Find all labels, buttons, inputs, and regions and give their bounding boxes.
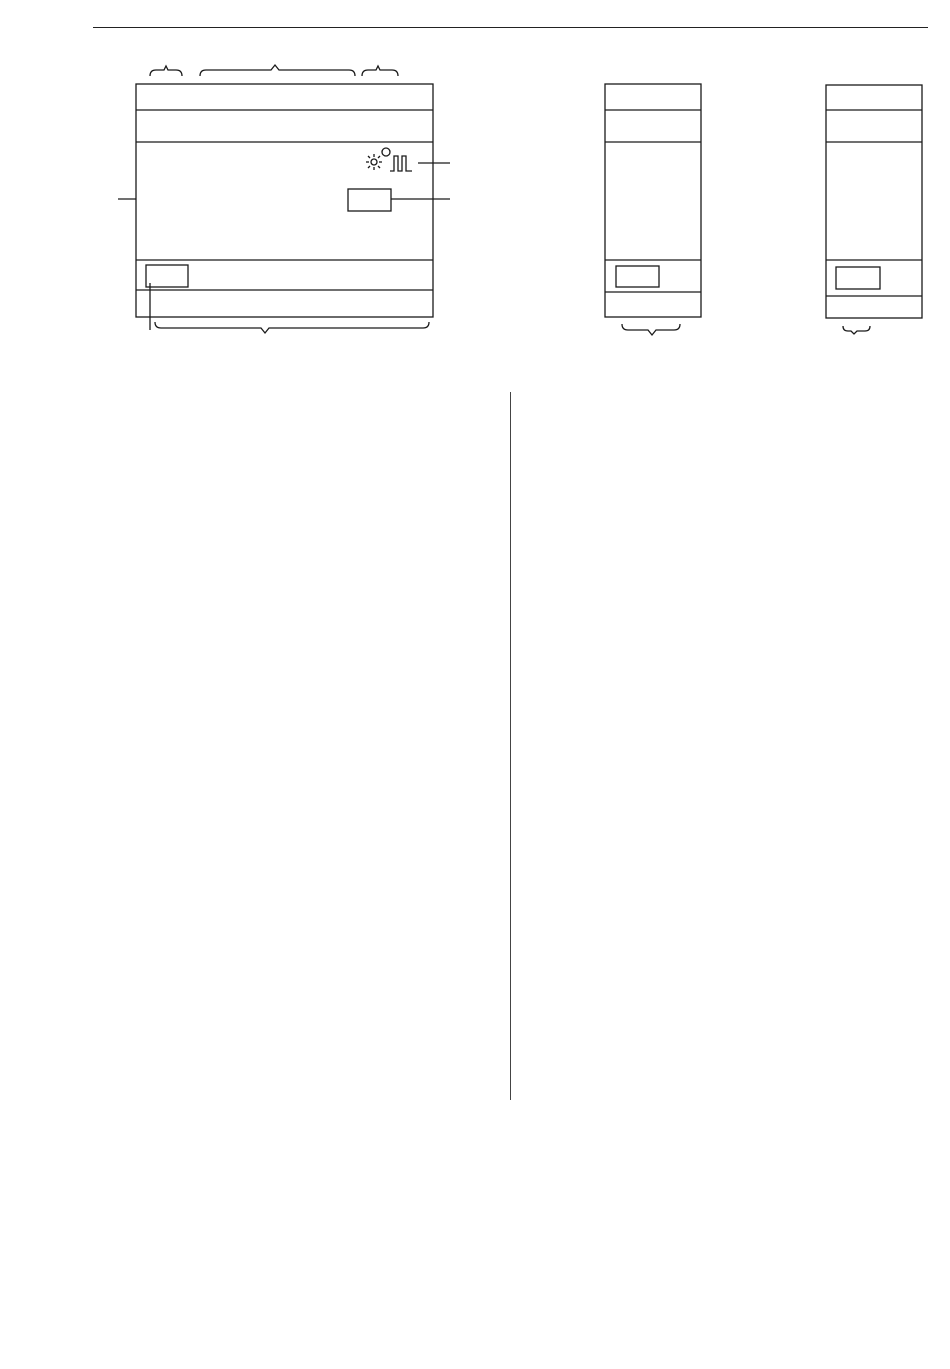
- brace-1: [362, 66, 398, 76]
- expansion-module-outputs: [605, 84, 701, 335]
- brace-13: [155, 322, 429, 333]
- main-device: [136, 84, 433, 317]
- bottom-label-slot: [146, 265, 188, 287]
- brace-19: [150, 66, 182, 76]
- brace-13-module: [622, 324, 680, 335]
- column-divider: [510, 392, 511, 1100]
- remote-coupling-module: [826, 85, 922, 334]
- brace-2: [200, 65, 355, 76]
- device-label-slot: [348, 189, 391, 211]
- device-diagram: [0, 0, 950, 380]
- led-symbols: [366, 148, 412, 171]
- brace-19-module: [843, 326, 870, 334]
